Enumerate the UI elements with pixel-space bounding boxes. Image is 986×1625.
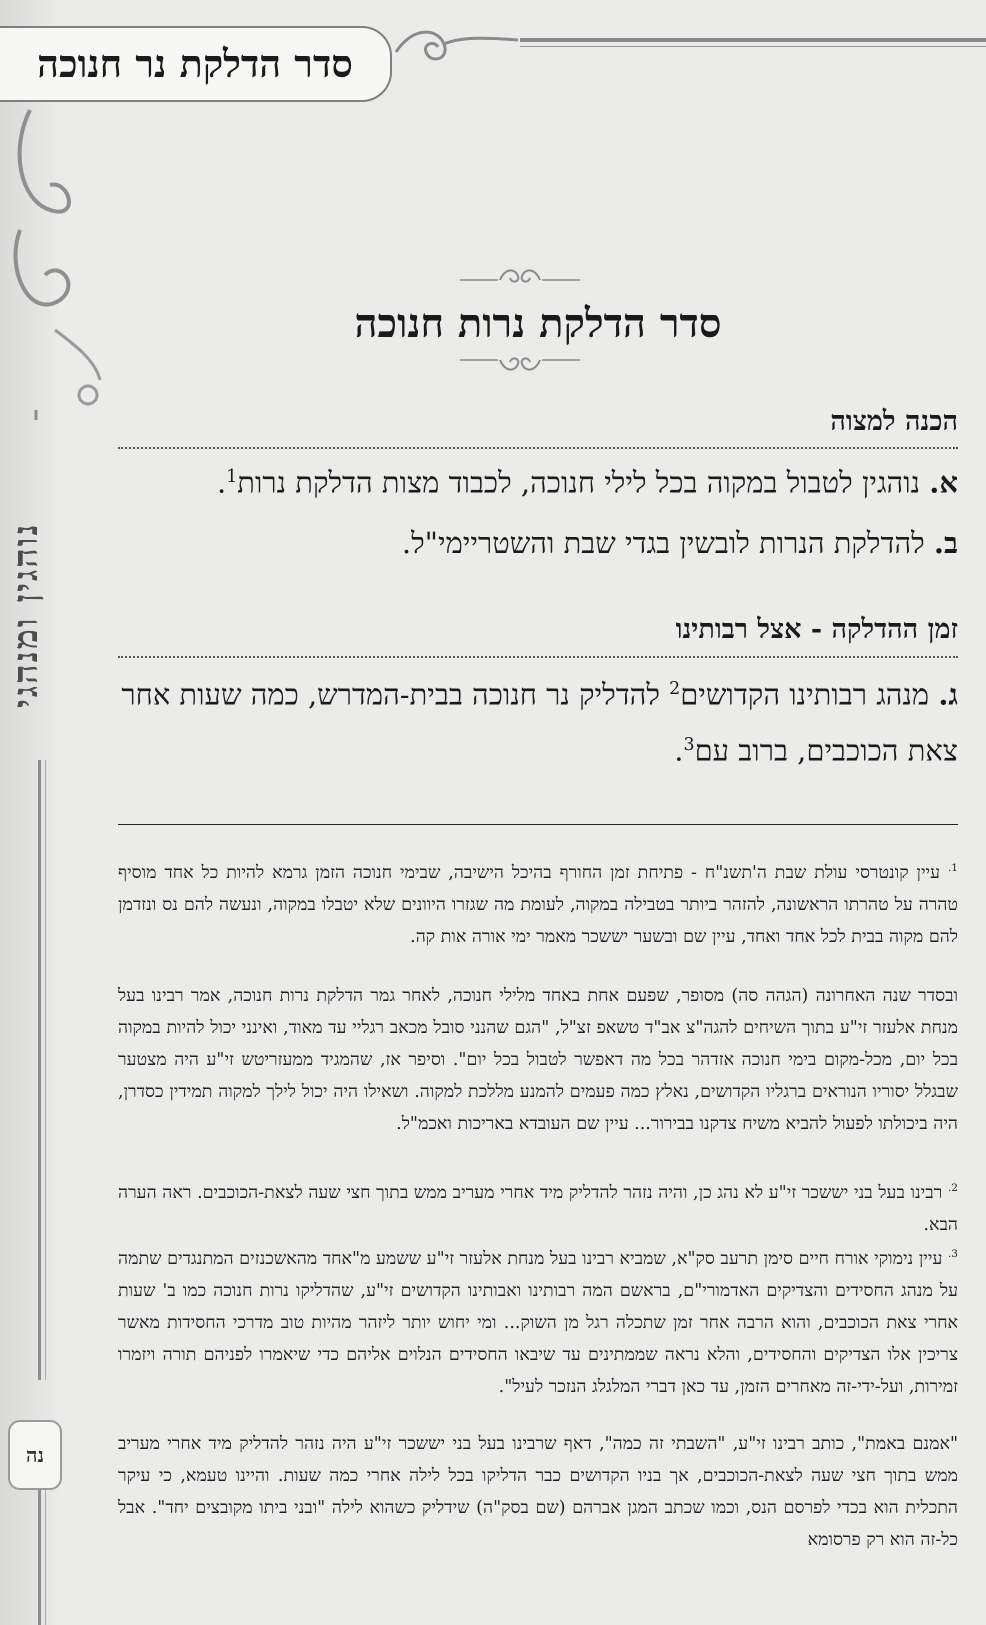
paragraph-text: מנהג רבותינו הקדושים xyxy=(680,677,930,712)
footnote-ref[interactable]: 3 xyxy=(683,734,695,755)
paragraph-end: . xyxy=(216,465,227,500)
footnote-ref[interactable]: 1 xyxy=(226,467,238,487)
title-ornament-top-icon xyxy=(460,262,580,288)
footnote-1-continued xyxy=(118,980,958,1140)
paragraph-text: להדלקת הנרות לובשין בגדי שבת והשטריימי"ל. xyxy=(401,526,925,560)
footnote-text: עיין נימוקי אורח חיים סימן תרעב סק"א, שמביא רבינו בעל מנחת אלעזר זי"ע ששמע מ"אחד מהאשכנזים המתנגדים שתמה על מנהג החסידים והצדיקים האדמורי"ם, בראשם המה רבותינו ואבותינו הקדושים זי"ע, שהדליקו נרות חנוכה כמו ב' שעות אחרי צאת הכוכבים, והוא הרבה אחר זמן שתכלה רגל מן השוק... ומי יחוש יותר ליזהר מהיות טוב מדרכי החסידות מאשר צריכין אלו הצדיקים והחסידים, והלא נראה שממתינים עד שיבאו החסידים הנלוים אליהם כדי שיאמרו לפניהם תורה ויזמרו זמירות, ועל-ידי-זה מאחרים הזמן, עד כאן דברי המלגלג הנזכר לעיל". xyxy=(118,1248,958,1397)
paragraph-end: . xyxy=(674,733,684,768)
footnote-ref[interactable]: 2 xyxy=(669,679,681,699)
footnote-text: ובסדר שנה האחרונה (הגהה סה) מסופר, שפעם אחת באחד מלילי חנוכה, לאחר גמר הדלקת נרות חנוכה, אמר רבינו בעל מנחת אלעזר זי"ע בתוך השיחים להגה"צ אב"ד טשאפ זצ"ל, "הגם שהנני סובל מכאב רגליי עד מאוד, ואינני יכול להיות במקוה בכל יום, מכל-מקום בימי חנוכה אזדהר בכל מה דאפשר לטבול בכל יום". וסיפר אז, שהמגיד ממעזריטש זי"ע היה מצטער שבגלל יסוריו הנוראים ברגליו הקדושים, נאלץ כמה פעמים להמנע מללכת למקוה. ושאילו היה יכול לילך למקוה תמידין כסדרן, היה ביכולתו לפעול להביא משיח צדקנו בבירור... עיין שם העובדא באריכות ואכמ"ל. xyxy=(118,986,958,1134)
footnote-text: רבינו בעל בני יששכר זי"ע לא נהג כן, והיה נזהר להדליק מיד אחרי מעריב ממש בתוך חצי שעה לצאת-הכוכבים. ראה הערה הבא. xyxy=(118,1182,958,1235)
footnote-text: "אמנם באמת", כותב רבינו זי"ע, "השבתי זה כמה", דאף שרבינו בעל בני יששכר זי"ע היה נזהר להדליק מיד אחרי מעריב ממש בתוך חצי שעה לצאת-הכוכבים, אך בניו הקדושים כבר הדליקו בכל לילה אחרי כמה שעות. והיינו טעמא, כי עיקר התכלית הוא בכדי לפרסם הנס, וכמו שכתב המגן אברהם (שם בסק"ה) שידליק כשהוא לילה "ובני ביתו מקובצים יחד". אבל כל-זה הוא רק פרסומא xyxy=(118,1434,958,1550)
header-flourish-icon xyxy=(392,22,520,72)
page-title: סדר הדלקת נרות חנוכה xyxy=(354,300,722,347)
header-rule xyxy=(520,38,986,42)
footnote-number: 3. xyxy=(947,1248,958,1260)
footnote-number: 1. xyxy=(947,862,958,874)
paragraph-alef xyxy=(118,452,958,508)
paragraph-text: נוהגין לטבול במקוה בכל לילי חנוכה, לכבוד מצות הדלקת נרות xyxy=(237,465,921,500)
title-ornament-bottom-icon xyxy=(460,352,580,378)
footnote-separator xyxy=(118,824,958,825)
margin-rule-lower-thin xyxy=(45,1480,46,1625)
header-rule-thin xyxy=(520,46,986,47)
paragraph-gimel xyxy=(118,664,958,775)
section-heading-preparation: הכנה למצוה xyxy=(830,406,958,437)
footnote-1 xyxy=(118,852,958,953)
running-header: סדר הדלקת נר חנוכה xyxy=(0,26,392,102)
paragraph-marker: ב. xyxy=(933,526,958,560)
margin-rule-lower xyxy=(38,1480,41,1625)
margin-rule-thin xyxy=(45,760,46,1380)
section-heading-lighting-time: זמן ההדלקה - אצל רבותינו xyxy=(675,614,958,645)
footnote-2 xyxy=(118,1172,958,1241)
dotted-divider xyxy=(118,656,958,658)
side-title: נוהגין ומנהגי xyxy=(6,522,46,708)
paragraph-marker: א. xyxy=(929,465,958,500)
footnote-text: עיין קונטרסי עולת שבת ה'תשנ"ח - פתיחת זמן החורף בהיכל הישיבה, שבימי חנוכה הזמן גרמא להיות כל אחד מוסיף טהרה על טהרתו הראשונה, להזהר ביותר בטבילה במקוה, לעומת מה שגזרו היוונים שלא יטבלו במקוה, ונעשה להם נס ונזדמן להם מקוה בבית לכל אחד ואחד, עיין שם ובשער יששכר מאמר ימי אורה אות קה. xyxy=(118,862,958,947)
dotted-divider xyxy=(118,447,958,449)
footnote-3 xyxy=(118,1238,958,1403)
paragraph-text-cont: להדליק נר חנוכה בבית-המדרש, כמה שעות אחר צאת הכוכבים, ברוב עם xyxy=(121,677,958,768)
paragraph-bet xyxy=(118,518,958,568)
page-number: נה xyxy=(8,1420,62,1490)
margin-rule xyxy=(38,760,41,1380)
paragraph-marker: ג. xyxy=(938,677,958,712)
footnote-number: 2. xyxy=(947,1182,958,1194)
footnote-3-continued xyxy=(118,1428,958,1556)
